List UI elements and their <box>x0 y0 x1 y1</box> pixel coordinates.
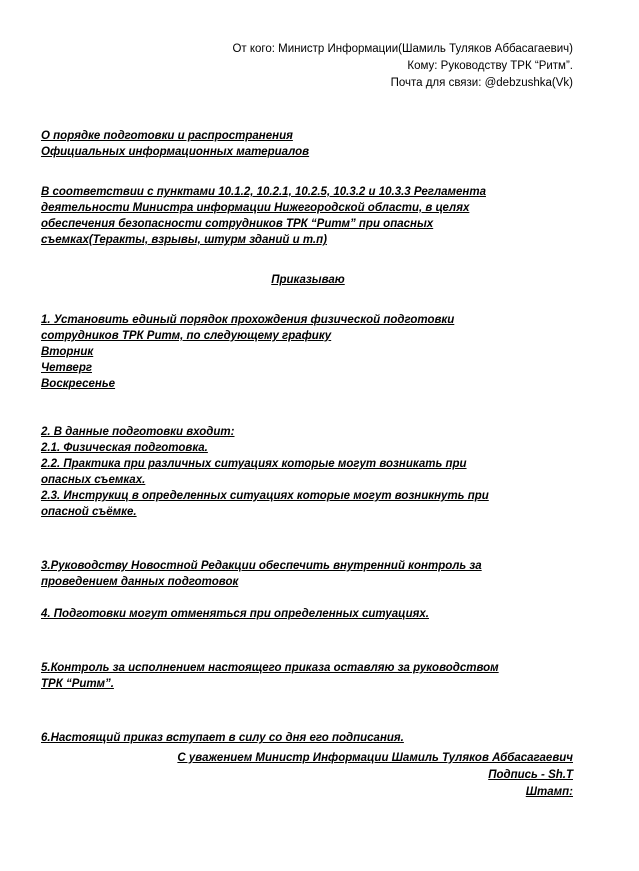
item-2-line-1: 2. В данные подготовки входит: <box>41 426 235 438</box>
document-title-line-1: О порядке подготовки и распространения <box>41 130 293 142</box>
item-3-line-1: 3.Руководству Новостной Редакции обеспечить внутренний контроль за <box>41 560 482 572</box>
spacer <box>41 392 575 424</box>
header-to-line: Кому: Руководству ТРК “Ритм”. <box>407 60 573 72</box>
order-heading <box>41 272 575 288</box>
spacer <box>41 520 575 558</box>
signature-mark-line: Подпись - Sh.T <box>488 769 573 781</box>
document-body <box>41 128 575 746</box>
preamble-line-4: съемках(Теракты, взрывы, штурм зданий и т.п) <box>41 234 327 246</box>
signature-block <box>41 750 573 801</box>
order-item-2 <box>41 424 575 520</box>
spacer <box>41 692 575 730</box>
item-2-subitem-2-3-line-1: 2.3. Инструкиц в определенных ситуациях которые могут возникнуть при <box>41 490 489 502</box>
schedule-day-thursday: Четверг <box>41 362 92 374</box>
schedule-day-sunday: Воскресенье <box>41 378 116 390</box>
order-item-4 <box>41 606 575 622</box>
spacer <box>41 622 575 660</box>
spacer <box>41 288 575 312</box>
spacer <box>41 248 575 272</box>
item-2-subitem-2-2-line-1: 2.2. Практика при различных ситуациях которые могут возникать при <box>41 458 467 470</box>
signature-name-line: С уважением Министр Информации Шамиль Туляков Аббасагаевич <box>177 752 573 764</box>
order-item-6 <box>41 730 575 746</box>
order-heading-text: Приказываю <box>271 274 345 286</box>
order-item-1 <box>41 312 575 392</box>
order-item-5 <box>41 660 575 692</box>
document-header <box>41 41 573 92</box>
header-contact-line: Почта для связи: @debzushka(Vk) <box>390 77 573 89</box>
document-title-line-2: Официальных информационных материалов <box>41 146 310 158</box>
preamble-line-1: В соответствии с пунктами 10.1.2, 10.2.1, 10.2.5, 10.3.2 и 10.3.3 Регламента <box>41 186 486 198</box>
item-4-line-1: 4. Подготовки могут отменяться при определенных ситуациях. <box>41 608 429 620</box>
preamble-paragraph <box>41 184 575 248</box>
item-3-line-2: проведением данных подготовок <box>41 576 239 588</box>
spacer <box>41 590 575 606</box>
signature-stamp-line: Штамп: <box>525 786 573 798</box>
item-6-line-1: 6.Настоящий приказ вступает в силу со дня его подписания. <box>41 732 404 744</box>
item-2-subitem-2-2-line-2: опасных съемках. <box>41 474 146 486</box>
item-1-line-1: 1. Установить единый порядок прохождения физической подготовки <box>41 314 455 326</box>
item-2-subitem-2-1: 2.1. Физическая подготовка. <box>41 442 208 454</box>
preamble-line-3: обеспечения безопасности сотрудников ТРК “Ритм” при опасных <box>41 218 434 230</box>
preamble-line-2: деятельности Министра информации Нижегородской области, в целях <box>41 202 470 214</box>
item-1-line-2: сотрудников ТРК Ритм, по следующему графику <box>41 330 332 342</box>
order-item-3 <box>41 558 575 590</box>
schedule-day-tuesday: Вторник <box>41 346 94 358</box>
spacer <box>41 160 575 184</box>
item-5-line-2: ТРК “Ритм”. <box>41 678 114 690</box>
item-2-subitem-2-3-line-2: опасной съёмке. <box>41 506 137 518</box>
document-title <box>41 128 575 160</box>
header-from-line: От кого: Министр Информации(Шамиль Туляков Аббасагаевич) <box>232 43 573 55</box>
item-5-line-1: 5.Контроль за исполнением настоящего приказа оставляю за руководством <box>41 662 499 674</box>
